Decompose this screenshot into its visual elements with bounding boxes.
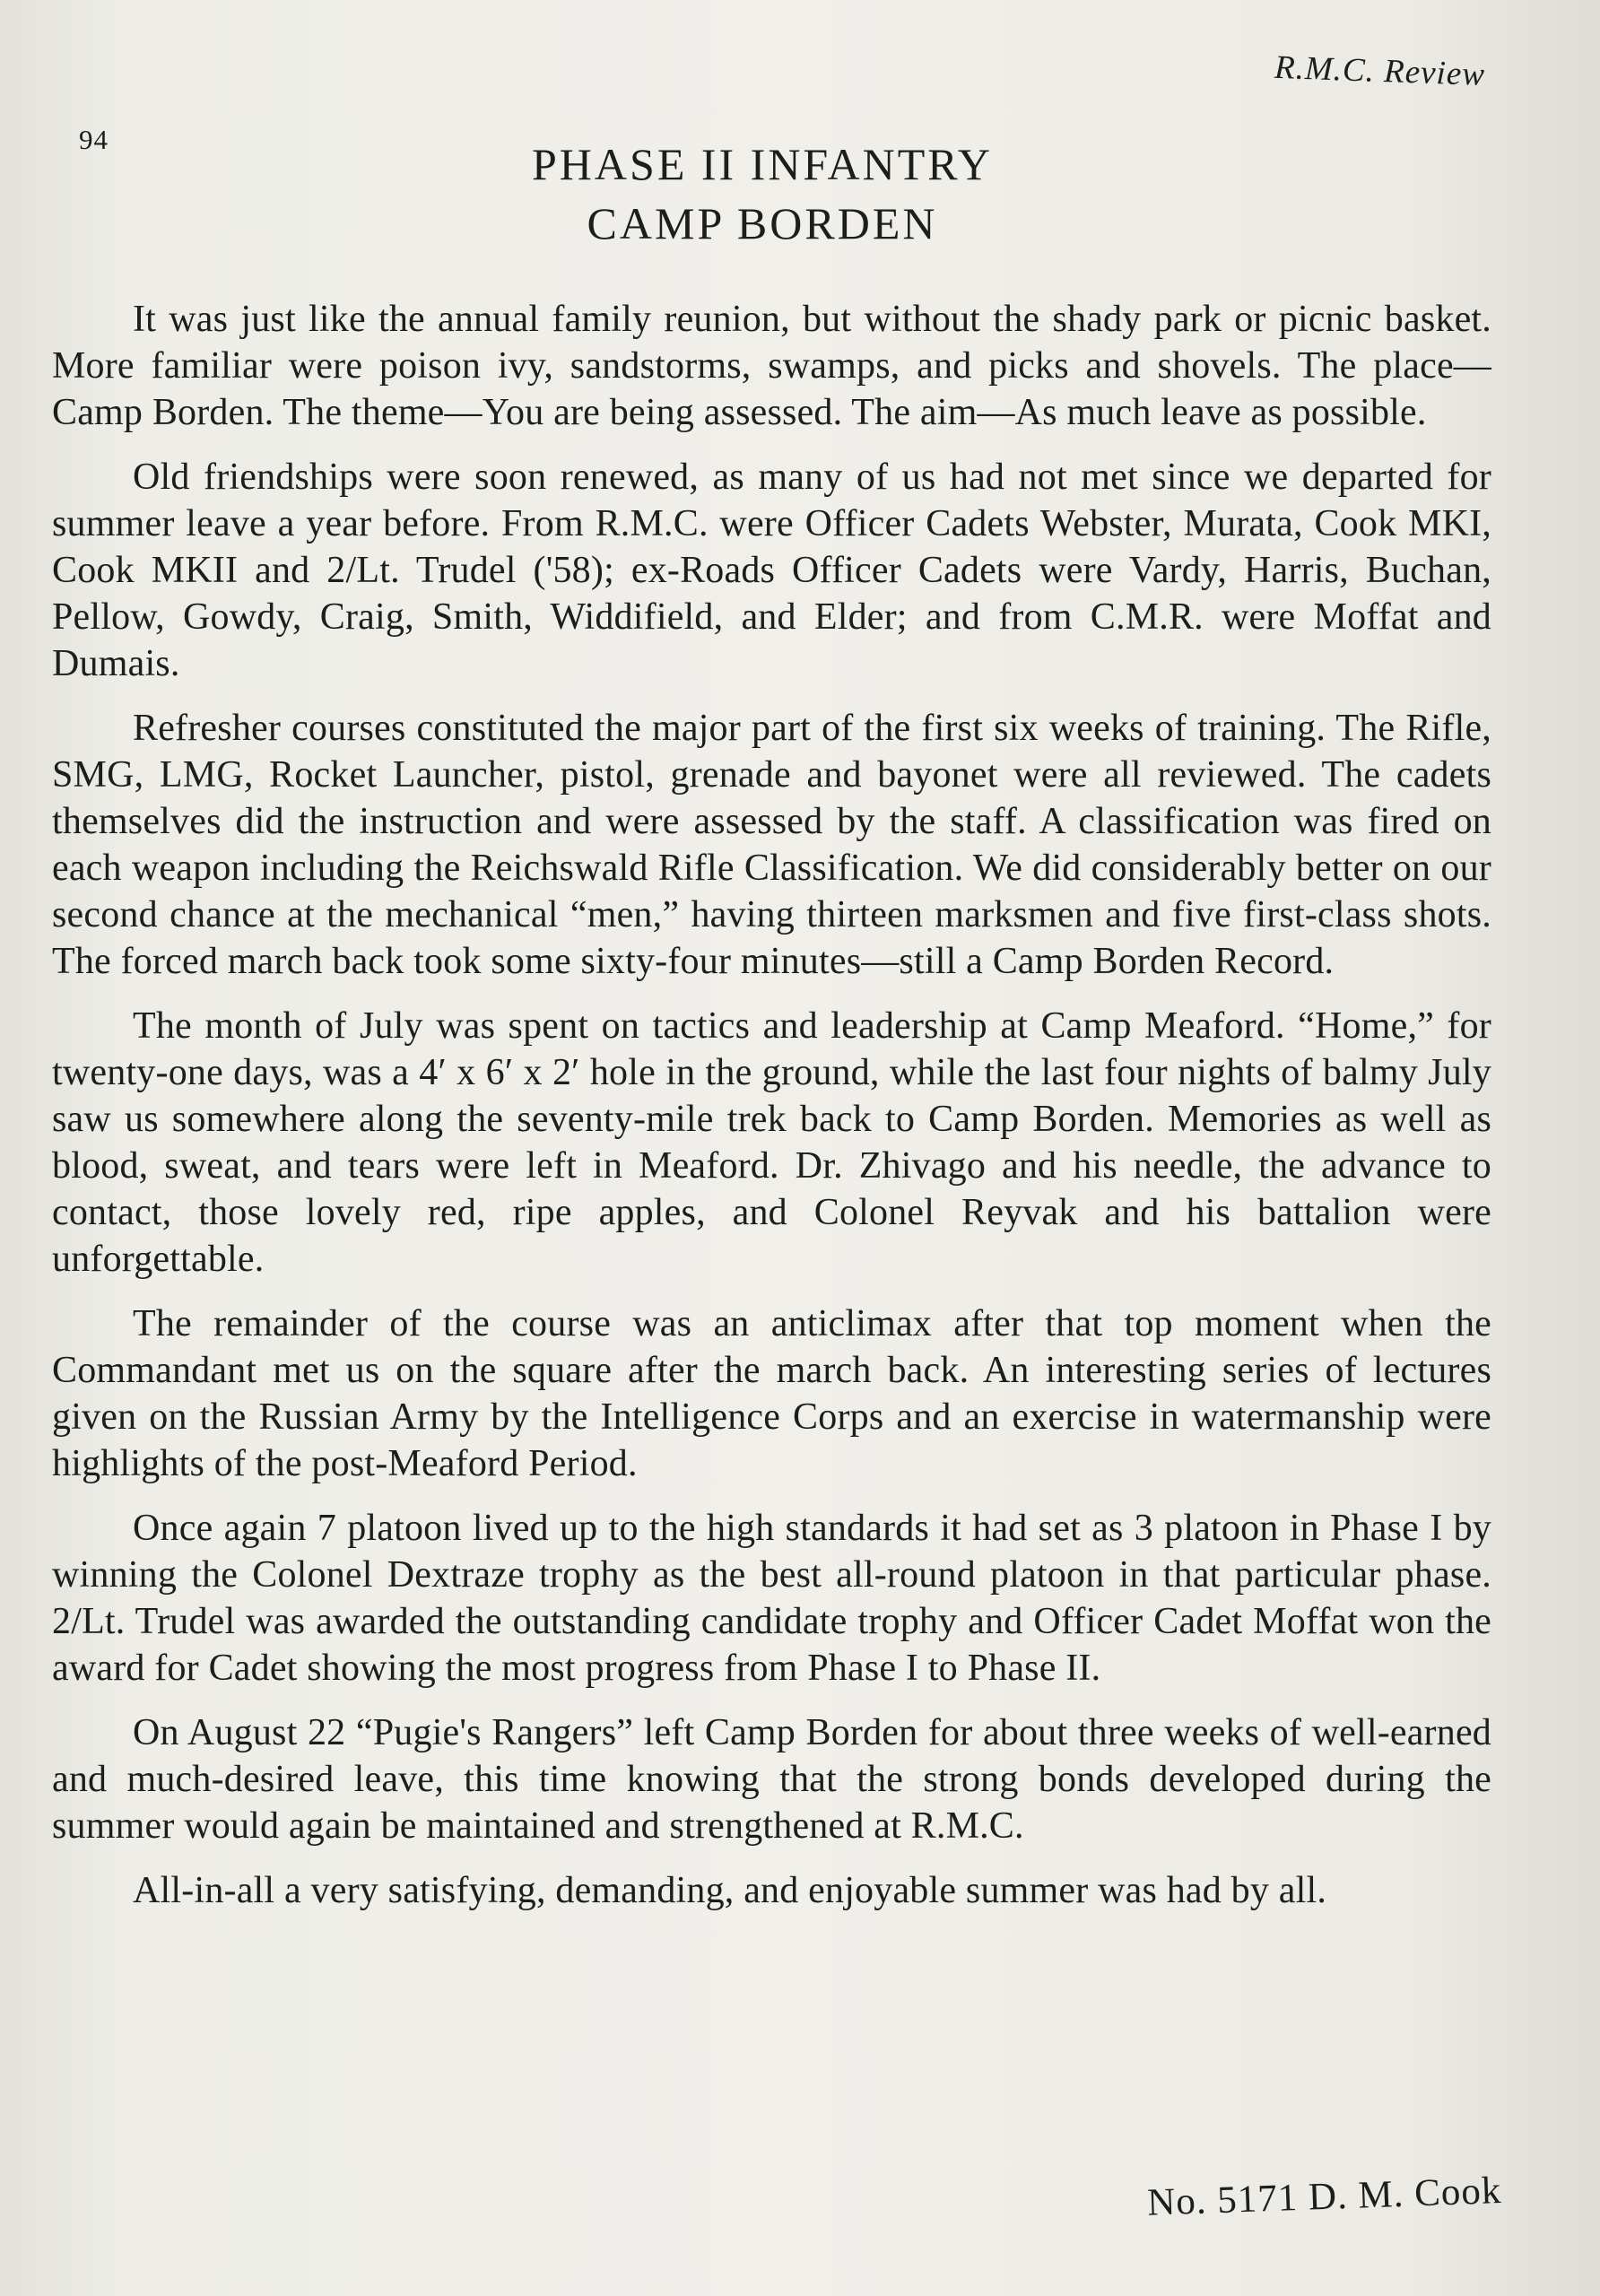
paragraph: On August 22 “Pugie's Rangers” left Camp Borden for about three weeks of well-earned and much-desired leave, this time knowing that the strong bonds developed during the summer would again be maintained and strengthened at R.M.C.	[52, 1712, 1491, 1847]
paragraph: The month of July was spent on tactics and leadership at Camp Meaford. “Home,” for twenty-one days, was a 4′ x 6′ x 2′ hole in the ground, while the last four nights of balmy July saw us somewhere along the seventy-mile trek back to Camp Borden. Memories as well as blood, sweat, and tears were left in Meaford. Dr. Zhivago and his needle, the advance to contact, those lovely red, ripe apples, and Colonel Reyvak and his battalion were unforgettable.	[52, 1005, 1491, 1280]
author-signature: No. 5171 D. M. Cook	[1146, 2170, 1502, 2224]
article-body	[52, 296, 1491, 1932]
paragraph: Once again 7 platoon lived up to the high standards it had set as 3 platoon in Phase I by winning the Colonel Dextraze trophy as the best all-round platoon in that particular phase. 2/Lt. Trudel was awarded the outstanding candidate trophy and Officer Cadet Moffat won the award for Cadet showing the most progress from Phase I to Phase II.	[52, 1508, 1491, 1689]
title-line-2: CAMP BORDEN	[587, 198, 938, 248]
paragraph: Refresher courses constituted the major part of the first six weeks of training. The Rifle, SMG, LMG, Rocket Launcher, pistol, grenade and bayonet were all reviewed. The cadets themselves did the instruction and were assessed by the staff. A classification was fired on each weapon including the Reichswald Rifle Classification. We did considerably better on our second chance at the mechanical “men,” having thirteen marksmen and five first-class shots. The forced march back took some sixty-four minutes—still a Camp Borden Record.	[52, 708, 1491, 982]
paragraph: It was just like the annual family reunion, but without the shady park or picnic basket. More familiar were poison ivy, sandstorms, swamps, and picks and shovels. The place—Camp Borden. The theme—You are being assessed. The aim—As much leave as possible.	[52, 299, 1491, 433]
article-title	[0, 135, 1525, 253]
paragraph: The remainder of the course was an anticlimax after that top moment when the Commandant met us on the square after the march back. An interesting series of lectures given on the Russian Army by the Intelligence Corps and an exercise in watermanship were highlights of the post-Meaford Period.	[52, 1303, 1491, 1484]
page-number: 94	[79, 124, 109, 155]
title-line-1: PHASE II INFANTRY	[532, 139, 993, 189]
paragraph: All-in-all a very satisfying, demanding, and enjoyable summer was had by all.	[133, 1870, 1327, 1911]
paragraph: Old friendships were soon renewed, as many of us had not met since we departed for summer leave a year before. From R.M.C. were Officer Cadets Webster, Murata, Cook MKI, Cook MKII and 2/Lt. Trudel ('58); ex-Roads Officer Cadets were Vardy, Harris, Buchan, Pellow, Gowdy, Craig, Smith, Widdifield, and Elder; and from C.M.R. were Moffat and Dumais.	[52, 457, 1491, 684]
running-head: R.M.C. Review	[1274, 48, 1486, 93]
